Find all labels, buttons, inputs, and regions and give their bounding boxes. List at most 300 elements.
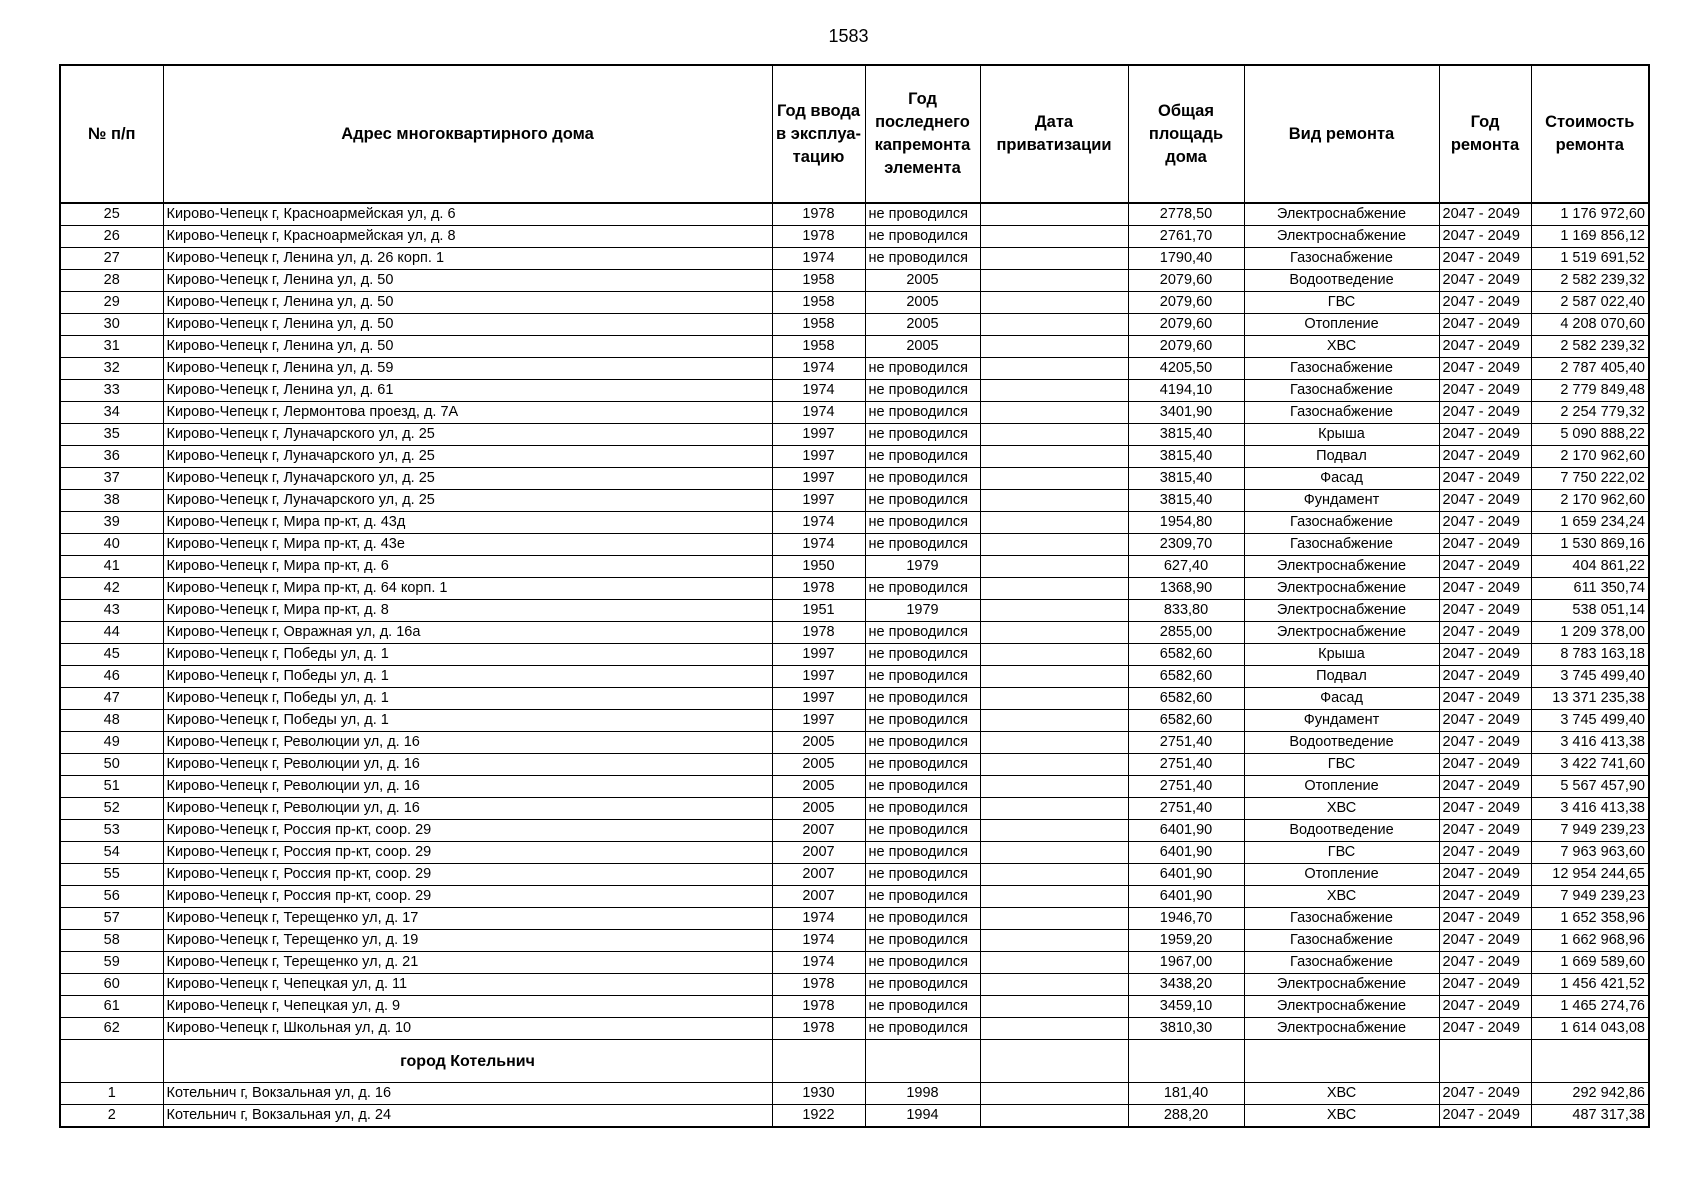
cell-year-commission: 1951 xyxy=(772,600,865,622)
table-cell xyxy=(1244,1040,1439,1083)
cell-num: 51 xyxy=(60,776,163,798)
cell-total-area: 627,40 xyxy=(1128,556,1244,578)
cell-address: Кирово-Чепецк г, Школьная ул, д. 10 xyxy=(163,1018,772,1040)
cell-num: 41 xyxy=(60,556,163,578)
cell-year-commission: 2005 xyxy=(772,776,865,798)
cell-total-area: 3438,20 xyxy=(1128,974,1244,996)
cell-total-area: 2309,70 xyxy=(1128,534,1244,556)
cell-year-last-repair: 2005 xyxy=(865,292,980,314)
cell-address: Кирово-Чепецк г, Овражная ул, д. 16а xyxy=(163,622,772,644)
cell-address: Кирово-Чепецк г, Ленина ул, д. 50 xyxy=(163,336,772,358)
cell-num: 55 xyxy=(60,864,163,886)
cell-repair-year: 2047 - 2049 xyxy=(1439,490,1531,512)
table-cell xyxy=(60,1040,163,1083)
cell-privatization-date xyxy=(980,468,1128,490)
cell-repair-cost: 404 861,22 xyxy=(1531,556,1649,578)
cell-repair-year: 2047 - 2049 xyxy=(1439,1083,1531,1105)
cell-address: Кирово-Чепецк г, Луначарского ул, д. 25 xyxy=(163,490,772,512)
table-row xyxy=(60,534,1649,556)
cell-num: 38 xyxy=(60,490,163,512)
cell-repair-type: Водоотведение xyxy=(1244,820,1439,842)
header-repair-year: Год ремонта xyxy=(1439,65,1531,203)
cell-repair-cost: 2 170 962,60 xyxy=(1531,446,1649,468)
cell-privatization-date xyxy=(980,1083,1128,1105)
cell-repair-cost: 13 371 235,38 xyxy=(1531,688,1649,710)
cell-total-area: 2751,40 xyxy=(1128,776,1244,798)
cell-repair-type: Подвал xyxy=(1244,446,1439,468)
cell-total-area: 1967,00 xyxy=(1128,952,1244,974)
cell-repair-cost: 7 963 963,60 xyxy=(1531,842,1649,864)
cell-year-last-repair: не проводился xyxy=(865,446,980,468)
cell-year-last-repair: не проводился xyxy=(865,798,980,820)
cell-total-area: 2079,60 xyxy=(1128,270,1244,292)
cell-address: Кирово-Чепецк г, Революции ул, д. 16 xyxy=(163,776,772,798)
cell-privatization-date xyxy=(980,380,1128,402)
cell-address: Кирово-Чепецк г, Ленина ул, д. 61 xyxy=(163,380,772,402)
header-num: № п/п xyxy=(60,65,163,203)
cell-year-last-repair: не проводился xyxy=(865,248,980,270)
cell-address: Кирово-Чепецк г, Ленина ул, д. 50 xyxy=(163,270,772,292)
cell-repair-year: 2047 - 2049 xyxy=(1439,402,1531,424)
cell-year-last-repair: не проводился xyxy=(865,908,980,930)
cell-total-area: 2079,60 xyxy=(1128,314,1244,336)
cell-year-last-repair: 2005 xyxy=(865,314,980,336)
cell-address: Кирово-Чепецк г, Чепецкая ул, д. 11 xyxy=(163,974,772,996)
cell-repair-cost: 2 779 849,48 xyxy=(1531,380,1649,402)
cell-address: Кирово-Чепецк г, Терещенко ул, д. 19 xyxy=(163,930,772,952)
cell-privatization-date xyxy=(980,908,1128,930)
cell-repair-type: Электроснабжение xyxy=(1244,226,1439,248)
cell-address: Кирово-Чепецк г, Победы ул, д. 1 xyxy=(163,688,772,710)
cell-year-commission: 2007 xyxy=(772,864,865,886)
cell-repair-type: Электроснабжение xyxy=(1244,622,1439,644)
cell-privatization-date xyxy=(980,996,1128,1018)
cell-total-area: 288,20 xyxy=(1128,1105,1244,1128)
header-repair-type: Вид ремонта xyxy=(1244,65,1439,203)
section-title: город Котельнич xyxy=(163,1040,772,1083)
section-row xyxy=(60,1040,1649,1083)
cell-address: Кирово-Чепецк г, Мира пр-кт, д. 43д xyxy=(163,512,772,534)
cell-repair-type: ХВС xyxy=(1244,336,1439,358)
cell-repair-cost: 3 745 499,40 xyxy=(1531,666,1649,688)
cell-address: Кирово-Чепецк г, Луначарского ул, д. 25 xyxy=(163,468,772,490)
cell-repair-cost: 1 669 589,60 xyxy=(1531,952,1649,974)
cell-repair-type: Электроснабжение xyxy=(1244,1018,1439,1040)
cell-num: 44 xyxy=(60,622,163,644)
cell-repair-cost: 1 456 421,52 xyxy=(1531,974,1649,996)
cell-total-area: 2079,60 xyxy=(1128,336,1244,358)
cell-repair-cost: 8 783 163,18 xyxy=(1531,644,1649,666)
cell-repair-year: 2047 - 2049 xyxy=(1439,446,1531,468)
cell-privatization-date xyxy=(980,798,1128,820)
cell-privatization-date xyxy=(980,270,1128,292)
cell-privatization-date xyxy=(980,292,1128,314)
cell-num: 25 xyxy=(60,203,163,226)
cell-year-commission: 1974 xyxy=(772,952,865,974)
cell-repair-type: Газоснабжение xyxy=(1244,358,1439,380)
cell-repair-cost: 3 416 413,38 xyxy=(1531,798,1649,820)
cell-year-commission: 1978 xyxy=(772,622,865,644)
cell-year-commission: 1997 xyxy=(772,666,865,688)
cell-num: 1 xyxy=(60,1083,163,1105)
cell-year-last-repair: не проводился xyxy=(865,512,980,534)
cell-repair-type: Подвал xyxy=(1244,666,1439,688)
cell-address: Кирово-Чепецк г, Революции ул, д. 16 xyxy=(163,732,772,754)
cell-num: 42 xyxy=(60,578,163,600)
cell-privatization-date xyxy=(980,710,1128,732)
cell-repair-cost: 538 051,14 xyxy=(1531,600,1649,622)
cell-repair-cost: 1 465 274,76 xyxy=(1531,996,1649,1018)
cell-year-last-repair: не проводился xyxy=(865,732,980,754)
cell-year-commission: 2007 xyxy=(772,886,865,908)
cell-address: Кирово-Чепецк г, Ленина ул, д. 59 xyxy=(163,358,772,380)
table-row xyxy=(60,203,1649,226)
cell-privatization-date xyxy=(980,534,1128,556)
cell-year-last-repair: не проводился xyxy=(865,644,980,666)
table-row xyxy=(60,930,1649,952)
cell-year-commission: 1958 xyxy=(772,336,865,358)
table-row xyxy=(60,270,1649,292)
cell-repair-type: Фасад xyxy=(1244,468,1439,490)
cell-total-area: 2855,00 xyxy=(1128,622,1244,644)
cell-total-area: 833,80 xyxy=(1128,600,1244,622)
table-row xyxy=(60,336,1649,358)
cell-repair-type: Водоотведение xyxy=(1244,270,1439,292)
cell-repair-cost: 1 530 869,16 xyxy=(1531,534,1649,556)
cell-repair-type: ХВС xyxy=(1244,798,1439,820)
table-row xyxy=(60,754,1649,776)
cell-num: 45 xyxy=(60,644,163,666)
table-cell xyxy=(865,1040,980,1083)
cell-address: Кирово-Чепецк г, Победы ул, д. 1 xyxy=(163,644,772,666)
cell-year-last-repair: не проводился xyxy=(865,402,980,424)
cell-privatization-date xyxy=(980,446,1128,468)
cell-year-commission: 1958 xyxy=(772,292,865,314)
cell-privatization-date xyxy=(980,600,1128,622)
cell-year-commission: 1958 xyxy=(772,270,865,292)
cell-year-last-repair: не проводился xyxy=(865,886,980,908)
cell-num: 36 xyxy=(60,446,163,468)
cell-repair-year: 2047 - 2049 xyxy=(1439,776,1531,798)
cell-repair-type: ХВС xyxy=(1244,1083,1439,1105)
cell-repair-cost: 2 582 239,32 xyxy=(1531,336,1649,358)
cell-address: Котельнич г, Вокзальная ул, д. 16 xyxy=(163,1083,772,1105)
cell-year-commission: 1974 xyxy=(772,534,865,556)
cell-year-commission: 1978 xyxy=(772,1018,865,1040)
cell-year-commission: 1974 xyxy=(772,512,865,534)
cell-year-last-repair: не проводился xyxy=(865,996,980,1018)
cell-year-last-repair: не проводился xyxy=(865,930,980,952)
cell-total-area: 6582,60 xyxy=(1128,710,1244,732)
cell-repair-type: Электроснабжение xyxy=(1244,556,1439,578)
cell-privatization-date xyxy=(980,336,1128,358)
cell-repair-cost: 5 090 888,22 xyxy=(1531,424,1649,446)
table-row xyxy=(60,776,1649,798)
cell-year-last-repair: не проводился xyxy=(865,974,980,996)
table-row xyxy=(60,1083,1649,1105)
cell-repair-type: Водоотведение xyxy=(1244,732,1439,754)
table-row xyxy=(60,688,1649,710)
cell-address: Кирово-Чепецк г, Революции ул, д. 16 xyxy=(163,798,772,820)
cell-num: 27 xyxy=(60,248,163,270)
cell-year-last-repair: не проводился xyxy=(865,842,980,864)
cell-year-commission: 1997 xyxy=(772,490,865,512)
table-row xyxy=(60,424,1649,446)
cell-num: 49 xyxy=(60,732,163,754)
cell-privatization-date xyxy=(980,512,1128,534)
table-cell xyxy=(980,1040,1128,1083)
cell-repair-year: 2047 - 2049 xyxy=(1439,952,1531,974)
cell-repair-year: 2047 - 2049 xyxy=(1439,886,1531,908)
cell-address: Кирово-Чепецк г, Луначарского ул, д. 25 xyxy=(163,446,772,468)
cell-address: Кирово-Чепецк г, Терещенко ул, д. 17 xyxy=(163,908,772,930)
cell-repair-cost: 7 750 222,02 xyxy=(1531,468,1649,490)
table-row xyxy=(60,358,1649,380)
cell-repair-year: 2047 - 2049 xyxy=(1439,314,1531,336)
cell-repair-type: Электроснабжение xyxy=(1244,600,1439,622)
cell-year-last-repair: 2005 xyxy=(865,336,980,358)
cell-repair-cost: 2 787 405,40 xyxy=(1531,358,1649,380)
cell-year-last-repair: не проводился xyxy=(865,820,980,842)
cell-address: Кирово-Чепецк г, Победы ул, д. 1 xyxy=(163,666,772,688)
cell-year-commission: 1978 xyxy=(772,226,865,248)
cell-repair-type: Газоснабжение xyxy=(1244,248,1439,270)
table-row xyxy=(60,710,1649,732)
cell-year-commission: 1974 xyxy=(772,402,865,424)
table-row xyxy=(60,952,1649,974)
cell-address: Кирово-Чепецк г, Мира пр-кт, д. 43е xyxy=(163,534,772,556)
cell-num: 48 xyxy=(60,710,163,732)
cell-repair-cost: 1 652 358,96 xyxy=(1531,908,1649,930)
cell-year-commission: 1974 xyxy=(772,380,865,402)
cell-privatization-date xyxy=(980,754,1128,776)
cell-repair-year: 2047 - 2049 xyxy=(1439,1105,1531,1128)
cell-address: Кирово-Чепецк г, Мира пр-кт, д. 8 xyxy=(163,600,772,622)
table-row xyxy=(60,248,1649,270)
repair-table xyxy=(59,64,1650,1128)
cell-privatization-date xyxy=(980,358,1128,380)
cell-year-last-repair: не проводился xyxy=(865,534,980,556)
cell-privatization-date xyxy=(980,424,1128,446)
section-table-body xyxy=(60,1083,1649,1128)
table-row xyxy=(60,314,1649,336)
cell-privatization-date xyxy=(980,886,1128,908)
cell-repair-type: Электроснабжение xyxy=(1244,578,1439,600)
cell-repair-type: ГВС xyxy=(1244,842,1439,864)
cell-repair-cost: 1 659 234,24 xyxy=(1531,512,1649,534)
cell-year-commission: 1997 xyxy=(772,644,865,666)
cell-privatization-date xyxy=(980,622,1128,644)
cell-repair-type: Газоснабжение xyxy=(1244,534,1439,556)
cell-year-last-repair: 1979 xyxy=(865,556,980,578)
cell-total-area: 6582,60 xyxy=(1128,688,1244,710)
cell-privatization-date xyxy=(980,314,1128,336)
cell-repair-cost: 1 614 043,08 xyxy=(1531,1018,1649,1040)
cell-total-area: 2751,40 xyxy=(1128,732,1244,754)
cell-repair-year: 2047 - 2049 xyxy=(1439,292,1531,314)
cell-year-commission: 1974 xyxy=(772,930,865,952)
cell-address: Кирово-Чепецк г, Ленина ул, д. 26 корп. 1 xyxy=(163,248,772,270)
cell-total-area: 4194,10 xyxy=(1128,380,1244,402)
table-row xyxy=(60,622,1649,644)
cell-year-last-repair: 1979 xyxy=(865,600,980,622)
header-year-last-repair: Год последнего капремонта элемента xyxy=(865,65,980,203)
cell-repair-cost: 1 519 691,52 xyxy=(1531,248,1649,270)
header-privatization-date: Дата приватизации xyxy=(980,65,1128,203)
cell-total-area: 3815,40 xyxy=(1128,468,1244,490)
table-row xyxy=(60,842,1649,864)
cell-address: Кирово-Чепецк г, Россия пр-кт, соор. 29 xyxy=(163,842,772,864)
cell-year-commission: 2005 xyxy=(772,732,865,754)
cell-privatization-date xyxy=(980,1105,1128,1128)
cell-total-area: 2751,40 xyxy=(1128,798,1244,820)
cell-year-commission: 2007 xyxy=(772,842,865,864)
cell-total-area: 6582,60 xyxy=(1128,644,1244,666)
header-address: Адрес многоквартирного дома xyxy=(163,65,772,203)
cell-year-commission: 1978 xyxy=(772,996,865,1018)
cell-address: Кирово-Чепецк г, Мира пр-кт, д. 64 корп. 1 xyxy=(163,578,772,600)
cell-repair-year: 2047 - 2049 xyxy=(1439,358,1531,380)
cell-total-area: 2751,40 xyxy=(1128,754,1244,776)
cell-total-area: 2079,60 xyxy=(1128,292,1244,314)
cell-address: Кирово-Чепецк г, Революции ул, д. 16 xyxy=(163,754,772,776)
cell-repair-year: 2047 - 2049 xyxy=(1439,203,1531,226)
cell-privatization-date xyxy=(980,974,1128,996)
cell-num: 47 xyxy=(60,688,163,710)
cell-num: 30 xyxy=(60,314,163,336)
cell-total-area: 3810,30 xyxy=(1128,1018,1244,1040)
header-repair-cost: Стоимость ремонта xyxy=(1531,65,1649,203)
cell-repair-year: 2047 - 2049 xyxy=(1439,666,1531,688)
cell-total-area: 1959,20 xyxy=(1128,930,1244,952)
table-cell xyxy=(772,1040,865,1083)
cell-year-commission: 1922 xyxy=(772,1105,865,1128)
cell-repair-year: 2047 - 2049 xyxy=(1439,226,1531,248)
cell-repair-cost: 3 745 499,40 xyxy=(1531,710,1649,732)
cell-address: Кирово-Чепецк г, Ленина ул, д. 50 xyxy=(163,292,772,314)
cell-num: 32 xyxy=(60,358,163,380)
cell-num: 58 xyxy=(60,930,163,952)
table-row xyxy=(60,292,1649,314)
cell-num: 56 xyxy=(60,886,163,908)
cell-address: Кирово-Чепецк г, Красноармейская ул, д. 8 xyxy=(163,226,772,248)
cell-total-area: 4205,50 xyxy=(1128,358,1244,380)
cell-year-commission: 1978 xyxy=(772,974,865,996)
cell-num: 52 xyxy=(60,798,163,820)
cell-address: Кирово-Чепецк г, Ленина ул, д. 50 xyxy=(163,314,772,336)
cell-repair-type: Электроснабжение xyxy=(1244,996,1439,1018)
cell-year-last-repair: не проводился xyxy=(865,864,980,886)
table-body xyxy=(60,203,1649,1040)
table-row xyxy=(60,644,1649,666)
cell-privatization-date xyxy=(980,842,1128,864)
section-kotelnich xyxy=(60,1040,1649,1083)
cell-address: Кирово-Чепецк г, Мира пр-кт, д. 6 xyxy=(163,556,772,578)
cell-year-commission: 1997 xyxy=(772,688,865,710)
cell-num: 57 xyxy=(60,908,163,930)
cell-year-last-repair: не проводился xyxy=(865,1018,980,1040)
cell-num: 29 xyxy=(60,292,163,314)
cell-repair-year: 2047 - 2049 xyxy=(1439,600,1531,622)
cell-repair-type: Отопление xyxy=(1244,864,1439,886)
table-cell xyxy=(1439,1040,1531,1083)
table-row xyxy=(60,908,1649,930)
cell-num: 26 xyxy=(60,226,163,248)
cell-repair-type: Электроснабжение xyxy=(1244,203,1439,226)
cell-repair-year: 2047 - 2049 xyxy=(1439,688,1531,710)
cell-total-area: 6401,90 xyxy=(1128,886,1244,908)
cell-year-last-repair: не проводился xyxy=(865,468,980,490)
cell-year-commission: 2005 xyxy=(772,798,865,820)
table-row xyxy=(60,600,1649,622)
cell-repair-type: Газоснабжение xyxy=(1244,402,1439,424)
cell-total-area: 3401,90 xyxy=(1128,402,1244,424)
table-cell xyxy=(1128,1040,1244,1083)
cell-num: 35 xyxy=(60,424,163,446)
cell-privatization-date xyxy=(980,864,1128,886)
table-row xyxy=(60,820,1649,842)
table-row xyxy=(60,578,1649,600)
cell-repair-cost: 2 587 022,40 xyxy=(1531,292,1649,314)
cell-year-last-repair: не проводился xyxy=(865,688,980,710)
cell-repair-year: 2047 - 2049 xyxy=(1439,380,1531,402)
cell-repair-year: 2047 - 2049 xyxy=(1439,930,1531,952)
cell-repair-cost: 12 954 244,65 xyxy=(1531,864,1649,886)
cell-privatization-date xyxy=(980,490,1128,512)
table-row xyxy=(60,512,1649,534)
cell-year-commission: 1978 xyxy=(772,203,865,226)
cell-repair-year: 2047 - 2049 xyxy=(1439,908,1531,930)
cell-year-last-repair: не проводился xyxy=(865,358,980,380)
cell-repair-year: 2047 - 2049 xyxy=(1439,578,1531,600)
cell-privatization-date xyxy=(980,952,1128,974)
cell-total-area: 3815,40 xyxy=(1128,424,1244,446)
cell-num: 46 xyxy=(60,666,163,688)
cell-privatization-date xyxy=(980,1018,1128,1040)
cell-repair-type: ГВС xyxy=(1244,292,1439,314)
cell-privatization-date xyxy=(980,820,1128,842)
table-row xyxy=(60,886,1649,908)
cell-total-area: 6401,90 xyxy=(1128,864,1244,886)
cell-year-commission: 1974 xyxy=(772,248,865,270)
table-row xyxy=(60,402,1649,424)
cell-repair-year: 2047 - 2049 xyxy=(1439,996,1531,1018)
cell-num: 59 xyxy=(60,952,163,974)
cell-repair-type: ГВС xyxy=(1244,754,1439,776)
cell-repair-type: Газоснабжение xyxy=(1244,930,1439,952)
table-cell xyxy=(1531,1040,1649,1083)
cell-repair-type: Фундамент xyxy=(1244,490,1439,512)
cell-address: Кирово-Чепецк г, Чепецкая ул, д. 9 xyxy=(163,996,772,1018)
cell-repair-type: Газоснабжение xyxy=(1244,952,1439,974)
table-row xyxy=(60,974,1649,996)
cell-repair-year: 2047 - 2049 xyxy=(1439,710,1531,732)
cell-total-area: 3815,40 xyxy=(1128,446,1244,468)
cell-year-last-repair: не проводился xyxy=(865,578,980,600)
cell-total-area: 1946,70 xyxy=(1128,908,1244,930)
cell-address: Кирово-Чепецк г, Россия пр-кт, соор. 29 xyxy=(163,864,772,886)
table-row xyxy=(60,490,1649,512)
table-row xyxy=(60,446,1649,468)
cell-repair-cost: 2 254 779,32 xyxy=(1531,402,1649,424)
header-total-area: Общая площадь дома xyxy=(1128,65,1244,203)
cell-num: 28 xyxy=(60,270,163,292)
cell-total-area: 6582,60 xyxy=(1128,666,1244,688)
header-row xyxy=(60,65,1649,203)
cell-repair-year: 2047 - 2049 xyxy=(1439,270,1531,292)
cell-repair-year: 2047 - 2049 xyxy=(1439,820,1531,842)
cell-repair-type: Газоснабжение xyxy=(1244,908,1439,930)
